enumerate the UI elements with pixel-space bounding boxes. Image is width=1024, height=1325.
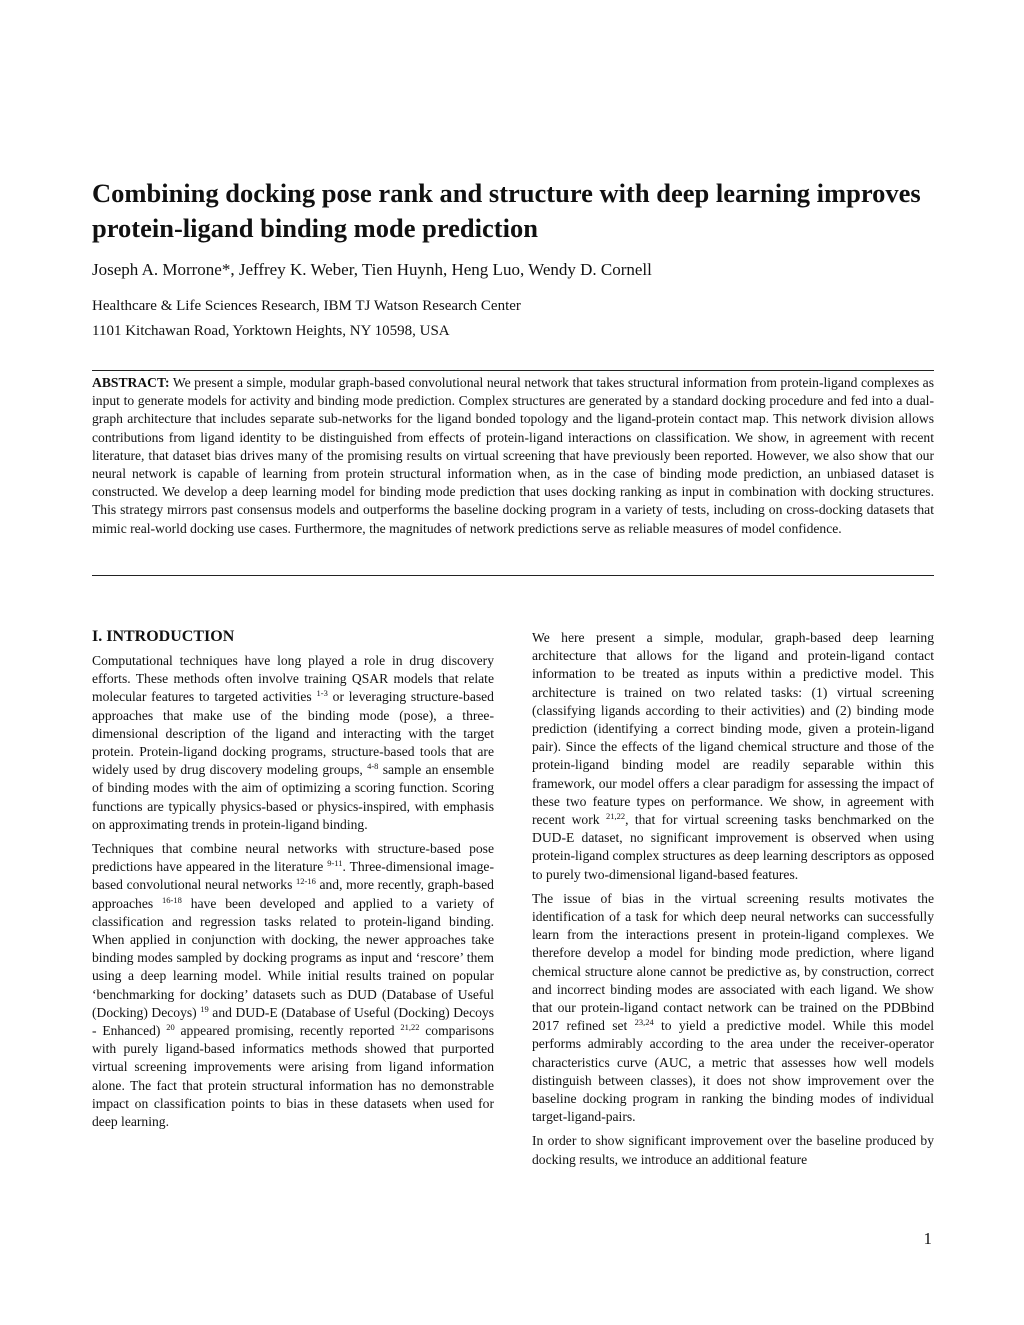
author-list: Joseph A. Morrone*, Jeffrey K. Weber, Tien Huynh, Heng Luo, Wendy D. Cornell: [92, 260, 652, 279]
citation: 9-11: [327, 858, 343, 869]
abstract-bottom-rule: [92, 575, 934, 576]
paper-title: Combining docking pose rank and structure with deep learning improves protein-ligand binding mode prediction: [92, 178, 921, 243]
right-column: [532, 629, 934, 1175]
intro-paragraph-5: In order to show significant improvement over the baseline produced by docking results, we introduce an additional feature: [532, 1133, 934, 1167]
citation: 16-18: [162, 894, 182, 905]
intro-paragraph-2: Techniques that combine neural networks with structure-based pose predictions have appeared in the literature $^{9-11}$. Three-dimensional image-based convolutional neural networks $^{12-16}$ and, more recently, graph-based approaches $^{16-18}$ have been developed and applied to a variety of classification and regression tasks related to protein-ligand binding. When applied in conjunction with docking, the newer approaches take binding modes sampled by docking programs as input and ‘rescore’ them using a deep learning model. While initial results trained on popular ‘benchmarking for docking’ datasets such as DUD (Database of Useful (Docking) Decoys) $^{19}$ and DUD-E (Database of Useful (Docking) Decoys - Enhanced) $^{20}$ appeared promising, recently reported $^{21,22}$ comparisons with purely ligand-based informatics methods showed that purported virtual screening improvements were arising from ligand information alone. The fact that protein structural information has no demonstrable impact on classification points to bias in these datasets when used for deep learning.: [92, 841, 494, 1130]
page-number: 1: [923, 1229, 932, 1248]
citation: 21,22: [605, 811, 626, 822]
citation: 21,22: [400, 1022, 420, 1033]
affiliation-line: Healthcare & Life Sciences Research, IBM TJ Watson Research Center: [92, 298, 521, 314]
abstract: [92, 374, 934, 538]
citation: 23,24: [634, 1017, 654, 1028]
citation: 1-3: [316, 688, 328, 699]
section-heading: I. INTRODUCTION: [92, 628, 235, 645]
abstract-label: ABSTRACT:: [92, 375, 170, 390]
intro-paragraph-3: We here present a simple, modular, graph-based deep learning architecture that allows for the ligand and protein-ligand contact information to be treated as inputs within a predictive model. This architecture is trained on two related tasks: (1) virtual screening (classifying ligands according to their activities) and (2) binding mode prediction (identifying a correct binding mode, given a protein-ligand pair). Since the effects of the ligand chemical structure and those of the protein-ligand binding model are readily separable within this framework, our model offers a clear paradigm for assessing the impact of these two feature types on performance. We show, in agreement with recent work $^{21,22}$, that for virtual screening tasks benchmarked on the DUD-E dataset, no significant improvement is observed when using protein-ligand complex structures as deep learning descriptors as opposed to purely two-dimensional ligand-based features.: [532, 630, 935, 882]
left-column: [92, 627, 494, 1137]
citation: 4-8: [367, 761, 379, 772]
intro-paragraph-4: The issue of bias in the virtual screening results motivates the identification of a task for which deep neural networks can successfully learn from the interactions present in protein-ligand complexes. We therefore develop a model for binding mode prediction, where ligand chemical structure alone cannot be predictive as, by construction, correct and incorrect binding modes are associated with each ligand. We show that our protein-ligand contact network can be trained on the PDBbind 2017 refined set $^{23,24}$ to yield a predictive model. While this model performs admirably according to the area under the receiver-operator characteristics curve (AUC, a metric that assesses how well models distinguish between classes), it does not show improvement over the baseline docking program in ranking the binding modes of individual target-ligand-pairs.: [532, 890, 934, 1125]
citation: 12-16: [295, 876, 316, 887]
address-line: 1101 Kitchawan Road, Yorktown Heights, NY 10598, USA: [92, 323, 450, 339]
citation: 19: [200, 1003, 209, 1014]
intro-paragraph-1: Computational techniques have long played a role in drug discovery efforts. These methods often involve training QSAR models that relate molecular features to targeted activities $^{1-3}$ or leveraging structure-based approaches that make use of the binding mode (pose), a three-dimensional description of the ligand and interacting with the target protein. Protein-ligand docking programs, structure-based tools that are widely used by drug discovery modeling groups, $^{4-8}$ sample an ensemble of binding modes with the aim of optimizing a scoring function. Scoring functions are typically physics-based or physics-inspired, with emphasis on approximating trends in protein-ligand binding.: [92, 653, 494, 832]
abstract-text: We present a simple, modular graph-based convolutional neural network that takes structural information from protein-ligand complexes as input to generate models for activity and binding mode prediction. Complex structures are generated by a standard docking procedure and fed into a dual-graph architecture that includes separate sub-networks for the ligand bonded topology and the ligand-protein contact map. This network division allows contributions from ligand identity to be distinguished from effects of protein-ligand interactions on classification. We show, in agreement with recent literature, that dataset bias drives many of the promising results on virtual screening that have previously been reported. However, we also show that our neural network is capable of learning from protein structural information when, as in the case of binding mode prediction, an unbiased dataset is constructed. We develop a deep learning model for binding mode prediction that uses docking ranking as input in combination with docking structures. This strategy mirrors past consensus models and outperforms the baseline docking program in a variety of tests, including on cross-docking datasets that mimic real-world docking use cases. Furthermore, the magnitudes of network predictions serve as reliable measures of model confidence.: [92, 375, 934, 536]
abstract-top-rule: [92, 370, 934, 371]
citation: 20: [166, 1022, 175, 1033]
